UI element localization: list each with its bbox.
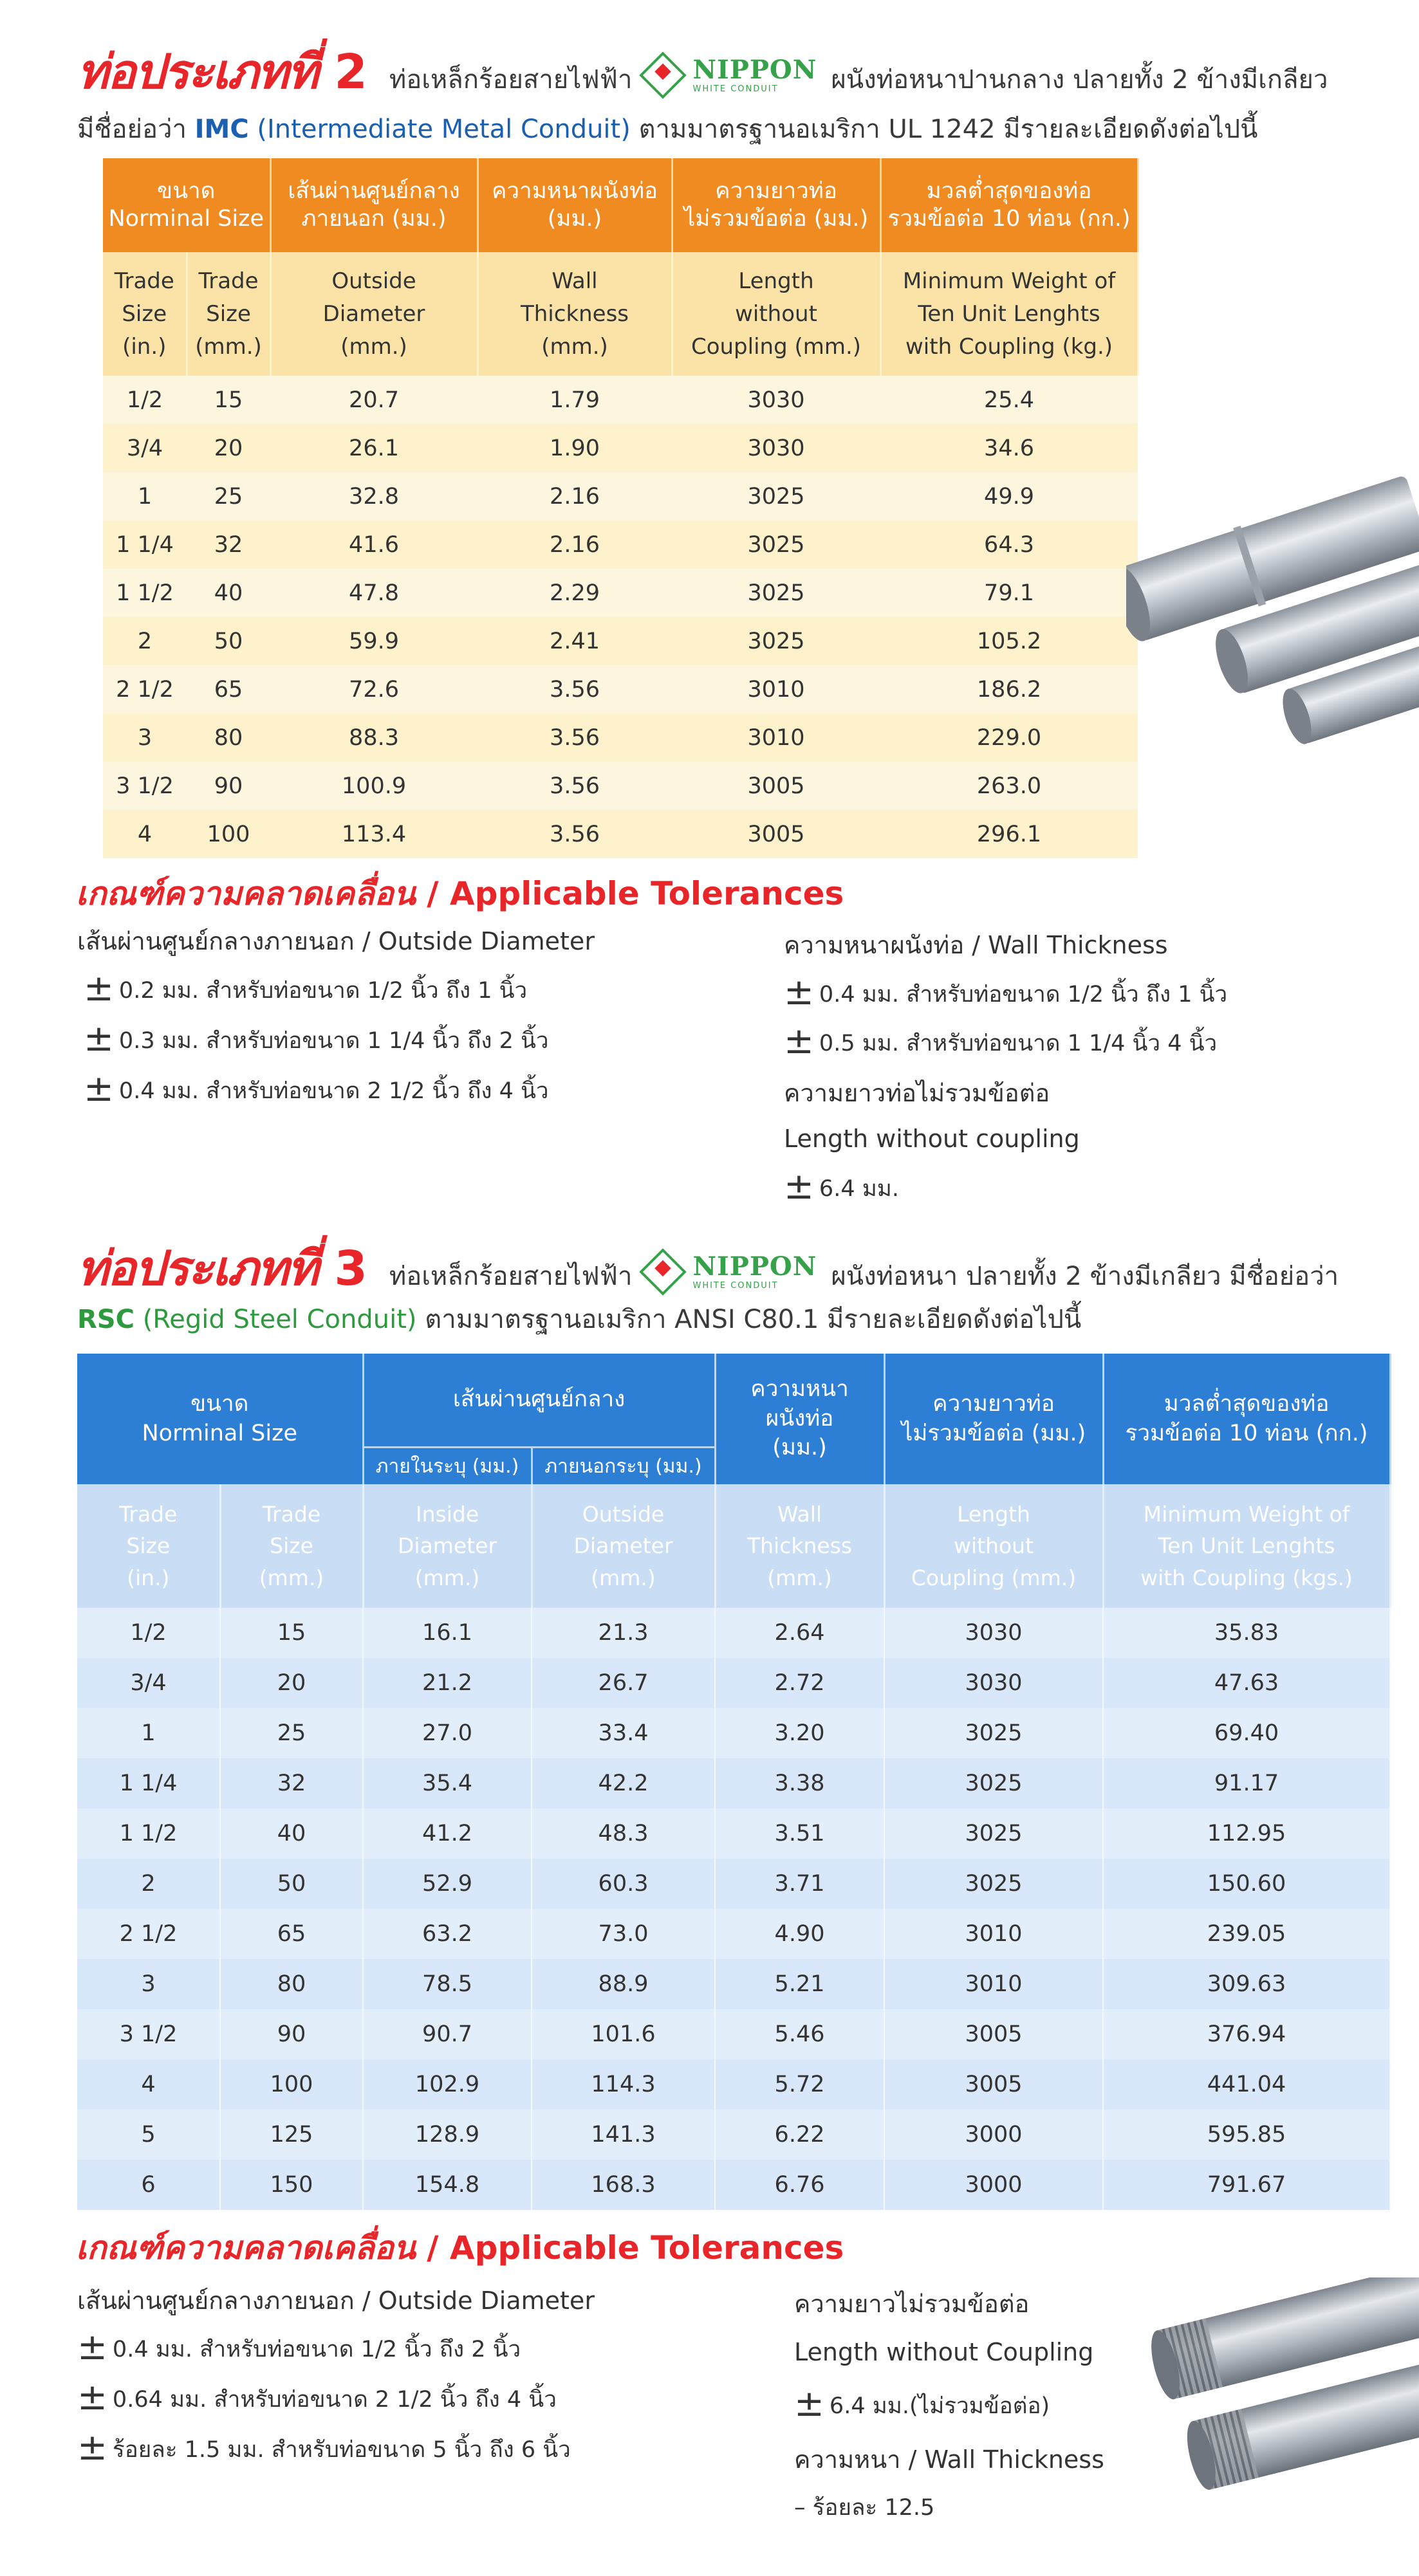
- imc-heading: ท่อประเภทที่: [77, 44, 318, 100]
- imc-cell: 72.6: [270, 665, 478, 713]
- rsc-cell: 35.4: [363, 1758, 532, 1808]
- rsc-cell: 3005: [884, 2059, 1103, 2110]
- imc-cell: 49.9: [880, 472, 1138, 520]
- rsc-tol-od-heading: เส้นผ่านศูนย์กลางภายนอก / Outside Diameter: [77, 2286, 595, 2315]
- imc-tol-wall-2: ± 0.5 มม. สำหรับท่อขนาด 1 1/4 นิ้ว 4 นิ้ว: [784, 1020, 1218, 1062]
- rsc-cell: 63.2: [363, 1909, 532, 1959]
- imc-title: [77, 33, 1328, 109]
- diamond-logo-icon: [640, 1248, 687, 1296]
- rsc-table-row: [77, 1658, 1390, 1708]
- imc-table-row: [103, 424, 1138, 472]
- imc-cell: 3025: [672, 617, 880, 665]
- rsc-cell: 2.64: [715, 1608, 884, 1658]
- rsc-cell: 595.85: [1103, 2110, 1390, 2160]
- rsc-cell: 20: [220, 1658, 363, 1708]
- imc-line2-prefix: มีชื่อย่อว่า: [77, 115, 187, 144]
- imc-sub-wall: Wall Thickness (mm.): [478, 252, 672, 376]
- rsc-cell: 3010: [884, 1959, 1103, 2009]
- rsc-cell: 168.3: [532, 2160, 715, 2210]
- imc-cell: 25: [187, 472, 270, 520]
- imc-cell: 296.1: [880, 810, 1138, 858]
- imc-cell: 3: [103, 713, 187, 762]
- imc-cell: 2.29: [478, 569, 672, 617]
- imc-cell: 1 1/4: [103, 520, 187, 569]
- rsc-cell: 102.9: [363, 2059, 532, 2110]
- rsc-cell: 5.72: [715, 2059, 884, 2110]
- rsc-cell: 5.46: [715, 2009, 884, 2059]
- rsc-table-row: [77, 2110, 1390, 2160]
- rsc-sub-len: Length without Coupling (mm.): [884, 1484, 1103, 1608]
- imc-sub-len: Length without Coupling (mm.): [672, 252, 880, 376]
- rsc-table-row: [77, 2009, 1390, 2059]
- imc-cell: 1/2: [103, 376, 187, 424]
- rsc-h-wall: ความหนา ผนังท่อ (มม.): [715, 1354, 884, 1484]
- rsc-cell: 3.51: [715, 1808, 884, 1859]
- rsc-sub-wt: Minimum Weight of Ten Unit Lenghts with Coupling (kgs.): [1103, 1484, 1390, 1608]
- rsc-cell: 3/4: [77, 1658, 220, 1708]
- rsc-cell: 100: [220, 2059, 363, 2110]
- rsc-cell: 6.22: [715, 2110, 884, 2160]
- imc-cell: 32.8: [270, 472, 478, 520]
- rsc-cell: 33.4: [532, 1708, 715, 1758]
- imc-tol-title-th: เกณฑ์ความคลาดเคลื่อน: [76, 875, 416, 912]
- rsc-cell: 40: [220, 1808, 363, 1859]
- rsc-sub-in: Trade Size (in.): [77, 1484, 220, 1608]
- rsc-cell: 2 1/2: [77, 1909, 220, 1959]
- imc-table-row: [103, 713, 1138, 762]
- rsc-sub-od: Outside Diameter (mm.): [532, 1484, 715, 1608]
- imc-table-row: [103, 520, 1138, 569]
- imc-cell: 80: [187, 713, 270, 762]
- rsc-cell: 376.94: [1103, 2009, 1390, 2059]
- rsc-cell: 150: [220, 2160, 363, 2210]
- imc-tol-len-heading-en: Length without coupling: [784, 1125, 1080, 1153]
- rsc-cell: 3.71: [715, 1859, 884, 1909]
- rsc-cell: 3000: [884, 2110, 1103, 2160]
- imc-cell: 59.9: [270, 617, 478, 665]
- logo-tagline: WHITE CONDUIT: [692, 1281, 779, 1291]
- imc-tol-od-1: ± 0.2 มม. สำหรับท่อขนาด 1/2 นิ้ว ถึง 1 นิ้ว: [84, 968, 528, 1009]
- rsc-sub-mm: Trade Size (mm.): [220, 1484, 363, 1608]
- imc-pipe-image: [1126, 444, 1419, 746]
- rsc-cell: 27.0: [363, 1708, 532, 1758]
- rsc-line2-suffix: ตามมาตรฐานอเมริกา ANSI C80.1 มีรายละเอียดดังต่อไปนี้: [425, 1305, 1082, 1334]
- rsc-table-row: [77, 1959, 1390, 2009]
- logo-name: NIPPON: [692, 1251, 817, 1282]
- imc-cell: 3/4: [103, 424, 187, 472]
- imc-table-row: [103, 665, 1138, 713]
- imc-tol-od-2: ± 0.3 มม. สำหรับท่อขนาด 1 1/4 นิ้ว ถึง 2 นิ้ว: [84, 1018, 549, 1060]
- rsc-h-size: ขนาด Norminal Size: [77, 1354, 363, 1484]
- rsc-cell: 50: [220, 1859, 363, 1909]
- imc-cell: 1.90: [478, 424, 672, 472]
- imc-tol-od-3: ± 0.4 มม. สำหรับท่อขนาด 2 1/2 นิ้ว ถึง 4 นิ้ว: [84, 1068, 549, 1110]
- rsc-cell: 25: [220, 1708, 363, 1758]
- imc-cell: 64.3: [880, 520, 1138, 569]
- rsc-cell: 125: [220, 2110, 363, 2160]
- imc-table-body: [103, 376, 1138, 858]
- diamond-logo-icon: [640, 51, 687, 99]
- rsc-cell: 3025: [884, 1758, 1103, 1808]
- imc-desc-after: ผนังท่อหนาปานกลาง ปลายทั้ง 2 ข้างมีเกลียว: [831, 65, 1328, 95]
- rsc-cell: 3025: [884, 1708, 1103, 1758]
- rsc-tol-od-3: ± ร้อยละ 1.5 มม. สำหรับท่อขนาด 5 นิ้ว ถึง 6 นิ้ว: [77, 2427, 571, 2469]
- rsc-table-row: [77, 1909, 1390, 1959]
- imc-subline: [77, 108, 1257, 149]
- imc-cell: 186.2: [880, 665, 1138, 713]
- logo-tagline: WHITE CONDUIT: [692, 84, 779, 94]
- imc-sub-mm: Trade Size (mm.): [187, 252, 270, 376]
- imc-cell: 3.56: [478, 665, 672, 713]
- imc-cell: 32: [187, 520, 270, 569]
- rsc-tol-len-1: ± 6.4 มม.(ไม่รวมข้อต่อ): [794, 2383, 1050, 2425]
- rsc-cell: 791.67: [1103, 2160, 1390, 2210]
- imc-cell: 3.56: [478, 810, 672, 858]
- rsc-cell: 6.76: [715, 2160, 884, 2210]
- imc-full-name: (Intermediate Metal Conduit): [257, 115, 631, 144]
- imc-cell: 34.6: [880, 424, 1138, 472]
- rsc-tol-len-heading-th: ความยาวไม่รวมข้อต่อ: [794, 2290, 1030, 2318]
- imc-tol-len-heading-th: ความยาวท่อไม่รวมข้อต่อ: [784, 1079, 1050, 1107]
- rsc-cell: 3.20: [715, 1708, 884, 1758]
- rsc-cell: 309.63: [1103, 1959, 1390, 2009]
- rsc-tol-len-heading-en: Length without Coupling: [794, 2338, 1094, 2366]
- rsc-desc: ท่อเหล็กร้อยสายไฟฟ้า: [389, 1262, 633, 1291]
- imc-cell: 2: [103, 617, 187, 665]
- imc-line2-suffix: ตามมาตรฐานอเมริกา UL 1242 มีรายละเอียดดังต่อไปนี้: [638, 115, 1258, 144]
- nippon-logo-2: [646, 1251, 817, 1291]
- rsc-number: 3: [334, 1241, 367, 1296]
- rsc-cell: 90: [220, 2009, 363, 2059]
- imc-table-row: [103, 617, 1138, 665]
- rsc-cell: 15: [220, 1608, 363, 1658]
- rsc-table-row: [77, 2160, 1390, 2210]
- rsc-cell: 41.2: [363, 1808, 532, 1859]
- imc-cell: 2.16: [478, 520, 672, 569]
- rsc-cell: 2: [77, 1859, 220, 1909]
- rsc-title: [77, 1230, 1339, 1306]
- imc-cell: 41.6: [270, 520, 478, 569]
- rsc-h-wt: มวลต่ำสุดของท่อ รวมข้อต่อ 10 ท่อน (กก.): [1103, 1354, 1390, 1484]
- rsc-cell: 52.9: [363, 1859, 532, 1909]
- rsc-cell: 3.38: [715, 1758, 884, 1808]
- rsc-cell: 3010: [884, 1909, 1103, 1959]
- rsc-desc-after: ผนังท่อหนา ปลายทั้ง 2 ข้างมีเกลียว มีชื่อย่อว่า: [831, 1262, 1339, 1291]
- rsc-cell: 90.7: [363, 2009, 532, 2059]
- imc-tol-wall-1: ± 0.4 มม. สำหรับท่อขนาด 1/2 นิ้ว ถึง 1 นิ้ว: [784, 971, 1228, 1013]
- rsc-cell: 441.04: [1103, 2059, 1390, 2110]
- rsc-table-body: [77, 1608, 1390, 2210]
- rsc-cell: 1 1/2: [77, 1808, 220, 1859]
- imc-sub-wt: Minimum Weight of Ten Unit Lenghts with Coupling (kg.): [880, 252, 1138, 376]
- rsc-abbr: RSC: [77, 1305, 134, 1334]
- rsc-cell: 21.2: [363, 1658, 532, 1708]
- rsc-cell: 35.83: [1103, 1608, 1390, 1658]
- rsc-tol-title: [76, 2223, 844, 2274]
- rsc-cell: 3000: [884, 2160, 1103, 2210]
- imc-cell: 3005: [672, 762, 880, 810]
- rsc-cell: 80: [220, 1959, 363, 2009]
- imc-table-row: [103, 810, 1138, 858]
- imc-cell: 3005: [672, 810, 880, 858]
- imc-cell: 65: [187, 665, 270, 713]
- imc-cell: 100.9: [270, 762, 478, 810]
- rsc-cell: 3 1/2: [77, 2009, 220, 2059]
- imc-tol-len-1: ± 6.4 มม.: [784, 1166, 899, 1208]
- rsc-cell: 3030: [884, 1608, 1103, 1658]
- rsc-cell: 16.1: [363, 1608, 532, 1658]
- imc-tol-od-heading: เส้นผ่านศูนย์กลางภายนอก / Outside Diameter: [77, 927, 595, 955]
- imc-h-wall: ความหนาผนังท่อ (มม.): [478, 158, 672, 252]
- imc-cell: 3010: [672, 713, 880, 762]
- rsc-cell: 47.63: [1103, 1658, 1390, 1708]
- rsc-tol-wall-1: – ร้อยละ 12.5: [794, 2495, 935, 2521]
- rsc-cell: 5: [77, 2110, 220, 2160]
- imc-cell: 40: [187, 569, 270, 617]
- rsc-table-row: [77, 1859, 1390, 1909]
- rsc-tol-od-2: ± 0.64 มม. สำหรับท่อขนาด 2 1/2 นิ้ว ถึง 4 นิ้ว: [77, 2377, 557, 2418]
- rsc-cell: 1 1/4: [77, 1758, 220, 1808]
- imc-table-row: [103, 472, 1138, 520]
- rsc-cell: 6: [77, 2160, 220, 2210]
- rsc-table-row: [77, 1608, 1390, 1658]
- imc-tol-wall-heading: ความหนาผนังท่อ / Wall Thickness: [784, 931, 1168, 959]
- rsc-cell: 2.72: [715, 1658, 884, 1708]
- rsc-cell: 239.05: [1103, 1909, 1390, 1959]
- rsc-cell: 26.7: [532, 1658, 715, 1708]
- imc-cell: 2.41: [478, 617, 672, 665]
- rsc-cell: 69.40: [1103, 1708, 1390, 1758]
- rsc-h-od: ภายนอกระบุ (มม.): [532, 1448, 715, 1485]
- imc-cell: 263.0: [880, 762, 1138, 810]
- imc-cell: 20.7: [270, 376, 478, 424]
- imc-cell: 3.56: [478, 713, 672, 762]
- imc-tol-title-en: / Applicable Tolerances: [427, 875, 844, 912]
- rsc-table-row: [77, 2059, 1390, 2110]
- imc-cell: 3030: [672, 376, 880, 424]
- imc-cell: 4: [103, 810, 187, 858]
- imc-table: [103, 158, 1139, 858]
- imc-sub-in: Trade Size (in.): [103, 252, 187, 376]
- rsc-cell: 21.3: [532, 1608, 715, 1658]
- rsc-tol-wall-heading: ความหนา / Wall Thickness: [794, 2445, 1104, 2474]
- imc-cell: 1.79: [478, 376, 672, 424]
- imc-cell: 3 1/2: [103, 762, 187, 810]
- rsc-pipe-image: [1136, 2277, 1419, 2509]
- imc-h-wt: มวลต่ำสุดของท่อ รวมข้อต่อ 10 ท่อน (กก.): [880, 158, 1138, 252]
- rsc-cell: 88.9: [532, 1959, 715, 2009]
- rsc-h-id: ภายในระบุ (มม.): [363, 1448, 532, 1485]
- imc-h-len: ความยาวท่อ ไม่รวมข้อต่อ (มม.): [672, 158, 880, 252]
- rsc-cell: 73.0: [532, 1909, 715, 1959]
- rsc-table-row: [77, 1808, 1390, 1859]
- rsc-cell: 3005: [884, 2009, 1103, 2059]
- rsc-full-name: (Regid Steel Conduit): [142, 1305, 417, 1334]
- rsc-cell: 91.17: [1103, 1758, 1390, 1808]
- logo-name: NIPPON: [692, 55, 817, 85]
- imc-cell: 88.3: [270, 713, 478, 762]
- imc-cell: 3010: [672, 665, 880, 713]
- rsc-cell: 78.5: [363, 1959, 532, 2009]
- rsc-cell: 65: [220, 1909, 363, 1959]
- imc-table-row: [103, 376, 1138, 424]
- rsc-cell: 3025: [884, 1859, 1103, 1909]
- imc-table-row: [103, 569, 1138, 617]
- rsc-cell: 32: [220, 1758, 363, 1808]
- rsc-cell: 154.8: [363, 2160, 532, 2210]
- imc-sub-od: Outside Diameter (mm.): [270, 252, 478, 376]
- imc-cell: 229.0: [880, 713, 1138, 762]
- rsc-cell: 4: [77, 2059, 220, 2110]
- rsc-heading: ท่อประเภทที่: [77, 1241, 318, 1296]
- rsc-sub-id: Inside Diameter (mm.): [363, 1484, 532, 1608]
- imc-cell: 26.1: [270, 424, 478, 472]
- rsc-cell: 5.21: [715, 1959, 884, 2009]
- imc-cell: 50: [187, 617, 270, 665]
- rsc-cell: 48.3: [532, 1808, 715, 1859]
- imc-cell: 1 1/2: [103, 569, 187, 617]
- rsc-cell: 3: [77, 1959, 220, 2009]
- rsc-cell: 60.3: [532, 1859, 715, 1909]
- imc-cell: 3025: [672, 520, 880, 569]
- imc-cell: 25.4: [880, 376, 1138, 424]
- imc-h-size: ขนาด Norminal Size: [103, 158, 270, 252]
- rsc-cell: 1/2: [77, 1608, 220, 1658]
- rsc-table: [77, 1354, 1391, 2210]
- rsc-sub-wall: Wall Thickness (mm.): [715, 1484, 884, 1608]
- rsc-subline: [77, 1298, 1081, 1339]
- imc-number: 2: [334, 44, 367, 100]
- imc-abbr: IMC: [194, 115, 249, 144]
- rsc-cell: 101.6: [532, 2009, 715, 2059]
- imc-table-row: [103, 762, 1138, 810]
- nippon-logo: [646, 57, 817, 93]
- imc-cell: 2.16: [478, 472, 672, 520]
- imc-desc: ท่อเหล็กร้อยสายไฟฟ้า: [389, 65, 633, 95]
- rsc-tol-od-1: ± 0.4 มม. สำหรับท่อขนาด 1/2 นิ้ว ถึง 2 นิ้ว: [77, 2326, 521, 2368]
- imc-cell: 79.1: [880, 569, 1138, 617]
- imc-cell: 1: [103, 472, 187, 520]
- rsc-cell: 112.95: [1103, 1808, 1390, 1859]
- imc-cell: 3.56: [478, 762, 672, 810]
- imc-cell: 3030: [672, 424, 880, 472]
- rsc-cell: 128.9: [363, 2110, 532, 2160]
- imc-tol-title: [76, 869, 844, 919]
- rsc-table-row: [77, 1758, 1390, 1808]
- imc-cell: 20: [187, 424, 270, 472]
- imc-h-od: เส้นผ่านศูนย์กลาง ภายนอก (มม.): [270, 158, 478, 252]
- imc-cell: 47.8: [270, 569, 478, 617]
- rsc-h-diam: เส้นผ่านศูนย์กลาง: [363, 1354, 715, 1448]
- imc-cell: 3025: [672, 569, 880, 617]
- rsc-h-len: ความยาวท่อ ไม่รวมข้อต่อ (มม.): [884, 1354, 1103, 1484]
- rsc-tol-title-en: / Applicable Tolerances: [427, 2229, 844, 2267]
- rsc-cell: 150.60: [1103, 1859, 1390, 1909]
- rsc-cell: 4.90: [715, 1909, 884, 1959]
- rsc-cell: 1: [77, 1708, 220, 1758]
- rsc-cell: 3030: [884, 1658, 1103, 1708]
- rsc-cell: 42.2: [532, 1758, 715, 1808]
- rsc-table-row: [77, 1708, 1390, 1758]
- rsc-cell: 141.3: [532, 2110, 715, 2160]
- imc-cell: 105.2: [880, 617, 1138, 665]
- imc-cell: 113.4: [270, 810, 478, 858]
- imc-cell: 100: [187, 810, 270, 858]
- rsc-cell: 3025: [884, 1808, 1103, 1859]
- imc-cell: 90: [187, 762, 270, 810]
- rsc-cell: 114.3: [532, 2059, 715, 2110]
- imc-cell: 2 1/2: [103, 665, 187, 713]
- rsc-tol-title-th: เกณฑ์ความคลาดเคลื่อน: [76, 2229, 416, 2267]
- imc-cell: 15: [187, 376, 270, 424]
- imc-cell: 3025: [672, 472, 880, 520]
